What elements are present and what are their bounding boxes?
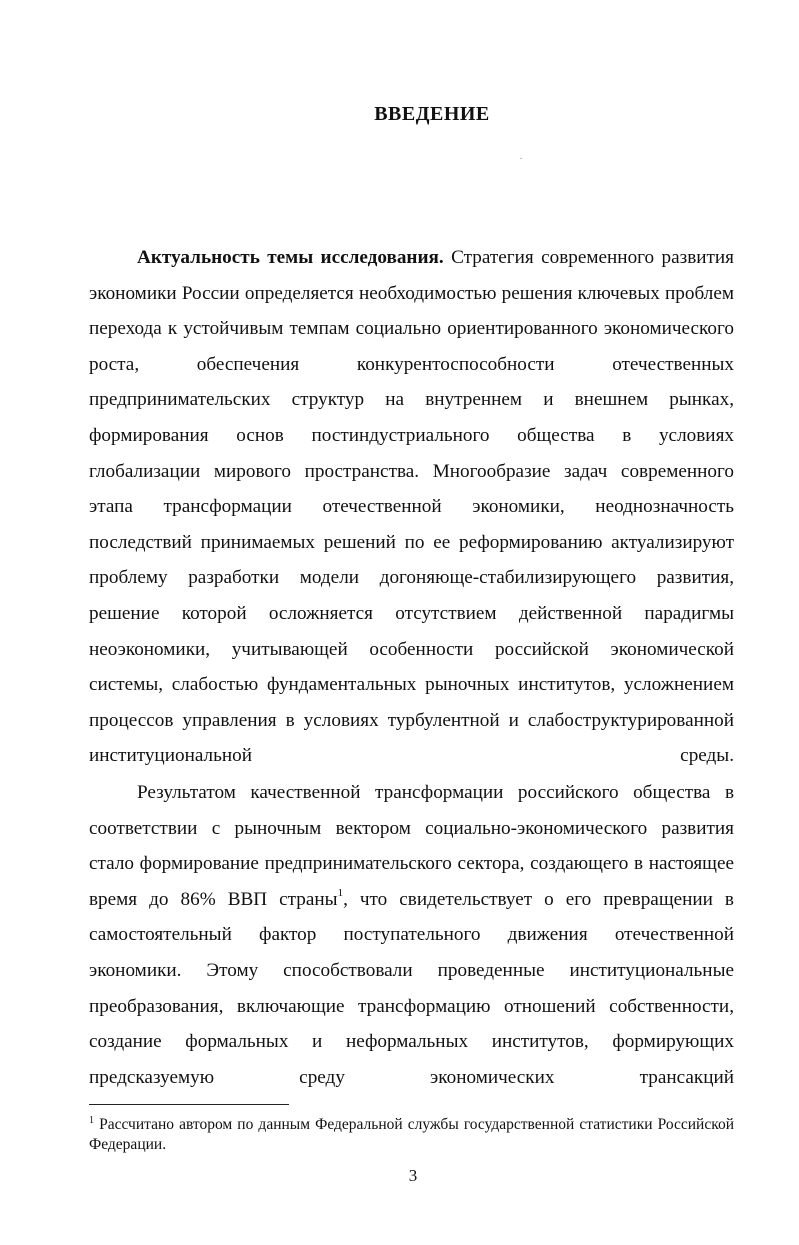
paragraph-body-after-note: , что свидетельствует о его превращении в самостоятельный фактор поступательного движения отечественной экономики. Этому способствовали проведенные институциональные преобразования, включающие трансформацию отношений собственности, создание формальных и неформальных институтов, формирующих предсказуемую среду экономических трансакций <box>89 888 734 1088</box>
paragraph-body: Стратегия современного развития экономики России определяется необходимостью решения ключевых проблем перехода к устойчивым темпам социально ориентированного экономического роста, обеспечения конкурентоспособности отечественных предпринимательских структур на внутреннем и внешнем рынках, формирования основ постиндустриального общества в условиях глобализации мирового пространства. Многообразие задач современного этапа трансформации отечественной экономики, неоднозначность последствий принимаемых решений по ее реформированию актуализируют проблему разработки модели догоняюще-стабилизирующего развития, решение которой осложняется отсутствием действенной парадигмы неоэкономики, учитывающей особенности российской экономической системы, слабостью фундаментальных рыночных институтов, усложнением процессов управления в условиях турбулентной и слабоструктурированной институциональной среды. <box>89 247 734 767</box>
paragraph-result <box>89 775 734 1095</box>
paragraph-lead: Актуальность темы исследования. <box>137 247 444 268</box>
paragraph-body-before-note: Результатом качественной трансформации российского общества в соответствии с рыночным вектором социально-экономического развития стало формирование предпринимательского сектора, создающего в настоящее время до 86% ВВП страны <box>89 782 734 910</box>
footnote-marker: 1 <box>89 1115 94 1126</box>
footnote-reference[interactable]: 1 <box>337 886 344 899</box>
footnote-separator <box>89 1104 289 1105</box>
page-number: 3 <box>408 1166 418 1185</box>
scan-speck <box>520 158 522 159</box>
footnote-text: Рассчитано автором по данным Федеральной службы государственной статистики Российской Федерации. <box>89 1116 734 1153</box>
paragraph-relevance <box>89 240 734 774</box>
footnote <box>89 1115 734 1155</box>
section-heading: ВВЕДЕНИЕ <box>374 103 490 125</box>
